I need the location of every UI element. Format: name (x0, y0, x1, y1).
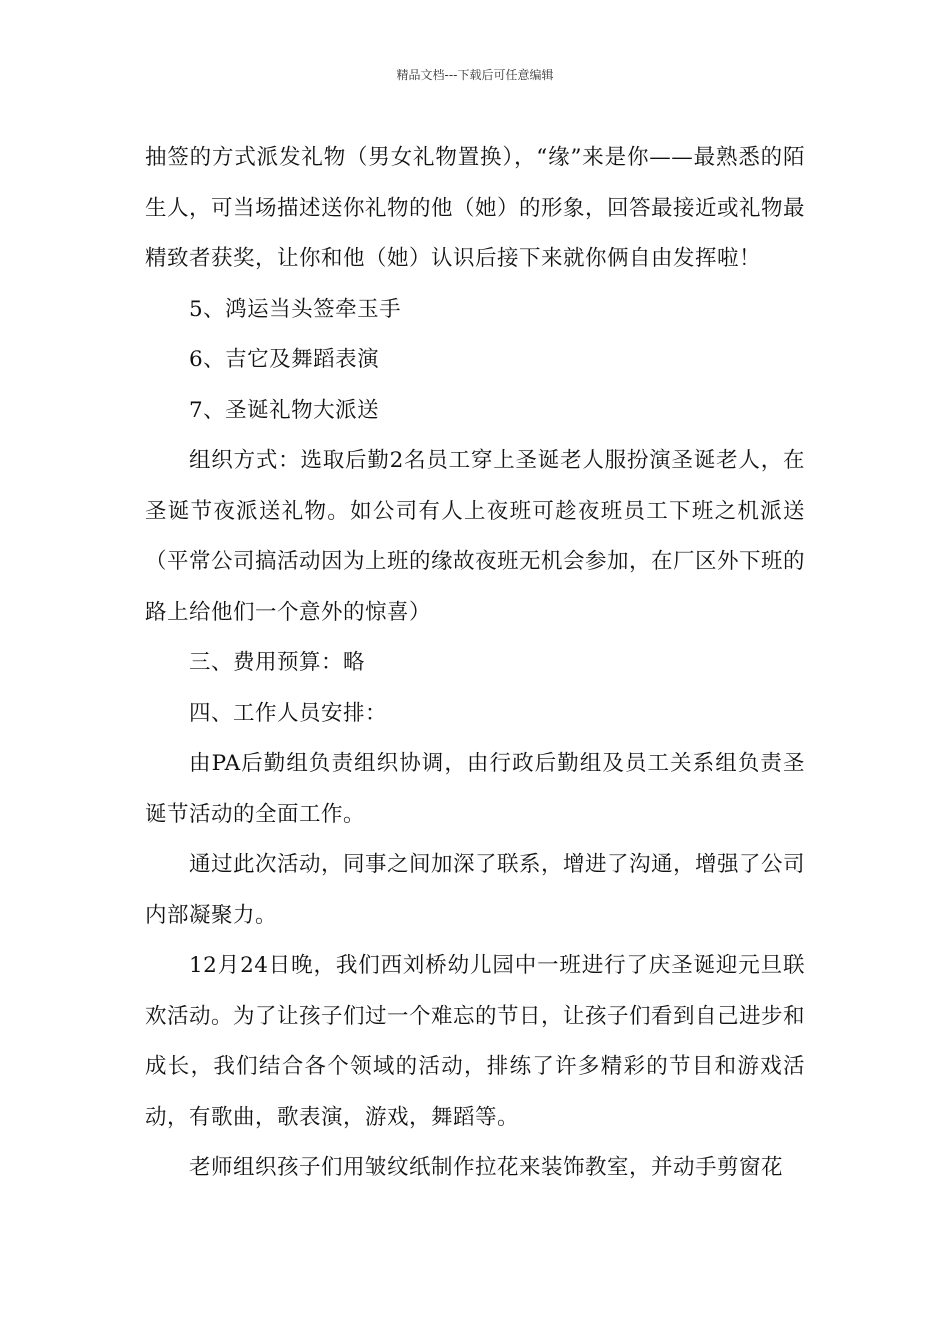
document-body (145, 133, 805, 1194)
paragraph: 7、圣诞礼物大派送 (189, 397, 380, 423)
paragraph: 通过此次活动，同事之间加深了联系，增进了沟通，增强了公司内部凝聚力。 (145, 852, 806, 928)
page-header: 精品文档---下载后可任意编辑 (396, 68, 554, 82)
section-heading: 四、工作人员安排： (189, 700, 388, 726)
paragraph: 5、鸿运当头签牵玉手 (189, 296, 402, 322)
paragraph: 抽签的方式派发礼物（男女礼物置换），“缘”来是你——最熟悉的陌生人，可当场描述送你礼物的他（她）的形象，回答最接近或礼物最精致者获奖，让你和他（她）认识后接下来就你俩自由发挥啦！ (145, 145, 806, 271)
section-heading: 三、费用预算：略 (189, 650, 366, 675)
paragraph: 由PA后勤组负责组织协调，由行政后勤组及员工关系组负责圣诞节活动的全面工作。 (145, 751, 805, 827)
paragraph: 组织方式：选取后勤2名员工穿上圣诞老人服扮演圣诞老人，在圣诞节夜派送礼物。如公司有人上夜班可趁夜班员工下班之机派送（平常公司搞活动因为上班的缘故夜班无机会参加，在厂区外下班的路上给他们一个意外的惊喜） (145, 448, 806, 625)
paragraph: 6、吉它及舞蹈表演 (189, 347, 380, 372)
paragraph: 12月24日晚，我们西刘桥幼儿园中一班进行了庆圣诞迎元旦联欢活动。为了让孩子们过一个难忘的节日，让孩子们看到自己进步和成长，我们结合各个领域的活动，排练了许多精彩的节目和游戏活动，有歌曲，歌表演，游戏，舞蹈等。 (145, 953, 806, 1130)
paragraph: 老师组织孩子们用皱纹纸制作拉花来装饰教室，并动手剪窗花 (189, 1155, 784, 1180)
